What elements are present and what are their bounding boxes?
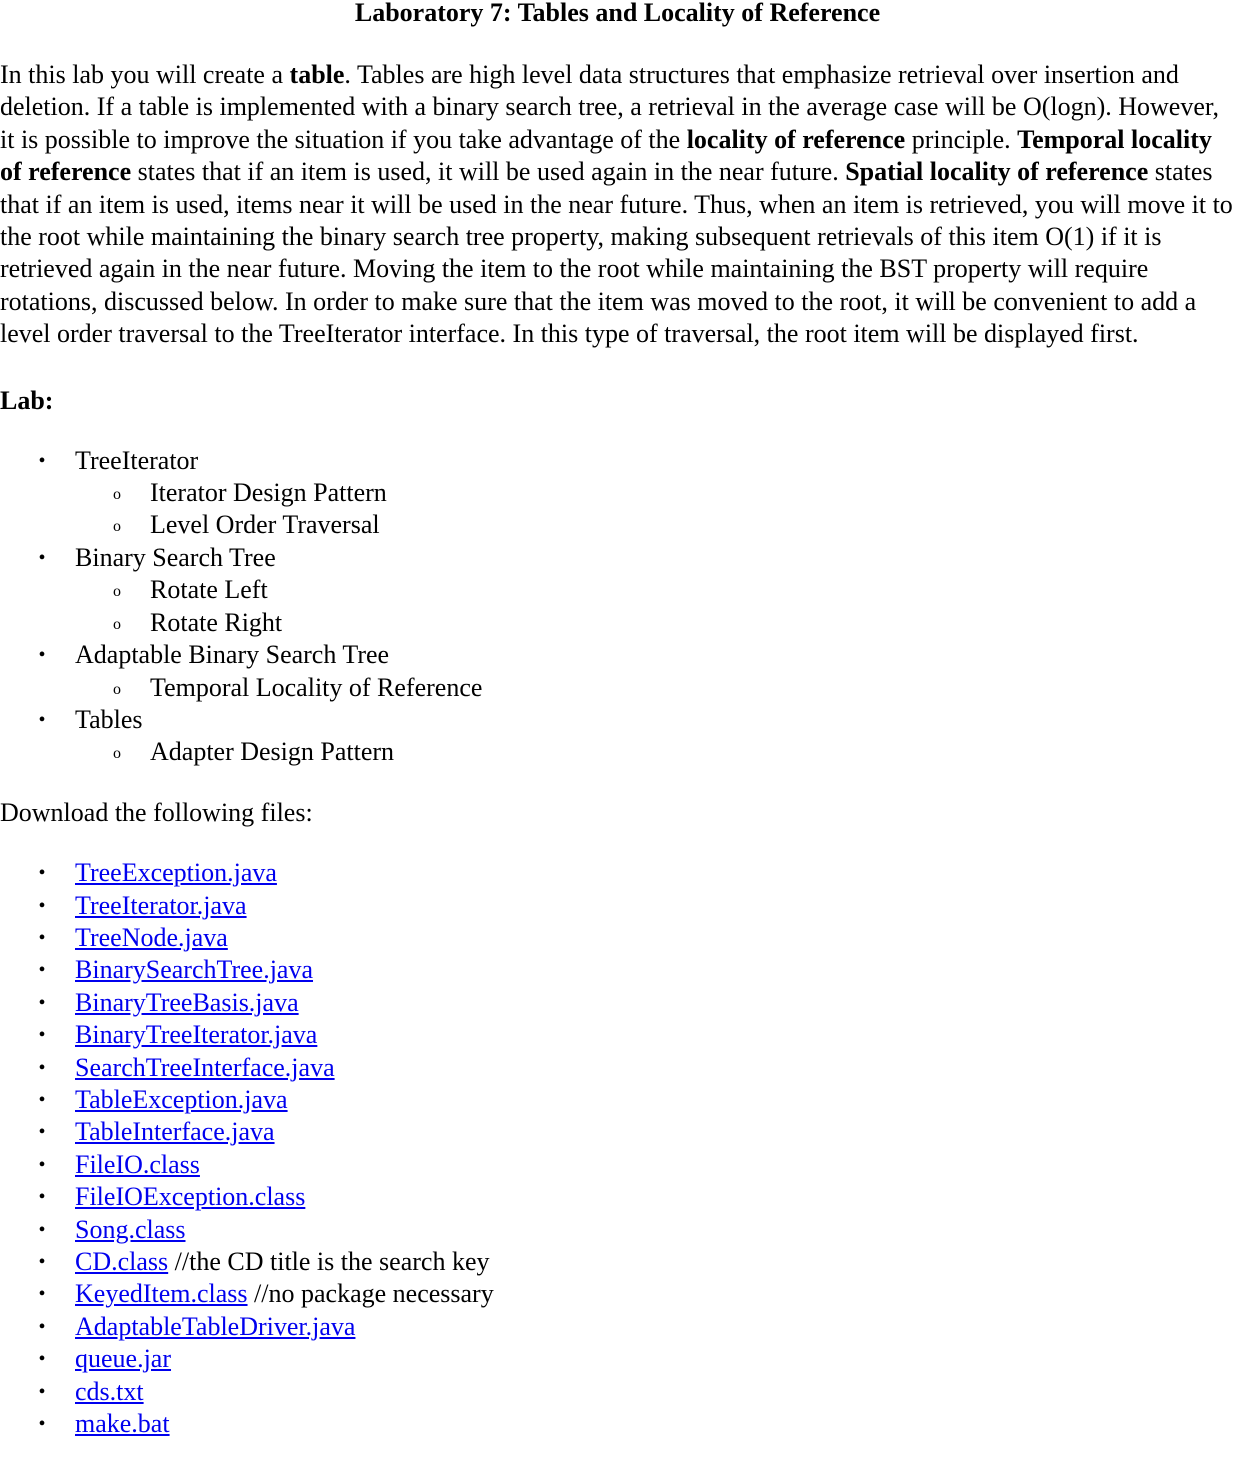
bullet-icon: • [38,1024,46,1047]
bullet-icon: • [38,991,46,1014]
outline-item-label: Adaptable Binary Search Tree [75,640,390,670]
outline-item-label: Binary Search Tree [75,542,276,572]
outline-item-label: Tables [75,704,143,734]
outline-subitem-label: Rotate Left [150,575,268,605]
outline-subitem-label: Temporal Locality of Reference [150,672,483,702]
bullet-icon: • [38,862,46,885]
outline-sublist [75,672,1235,704]
file-download-link[interactable]: AdaptableTableDriver.java [75,1311,356,1341]
download-instructions: Download the following files: [0,797,313,827]
intro-bold-1: table [289,60,345,89]
page-title: Laboratory 7: Tables and Locality of Reference [354,0,881,27]
file-list-item [0,1376,1235,1408]
file-list-item [0,1019,1235,1051]
bullet-icon: • [38,1315,46,1338]
file-list-item [0,1084,1235,1116]
intro-bold-3: Temporal locality of reference [0,124,1212,187]
outline-subitem [75,477,1235,509]
file-list-item [0,922,1235,954]
circle-bullet-icon: o [113,745,121,763]
outline-item [0,445,1235,542]
file-note: //the CD title is the search key [168,1247,490,1276]
circle-bullet-icon: o [113,583,121,601]
bullet-icon: • [38,1218,46,1241]
bullet-icon: • [38,546,46,569]
file-download-link[interactable]: BinaryTreeIterator.java [75,1020,318,1050]
outline-subitem-label: Adapter Design Pattern [150,737,395,767]
file-list-item [0,987,1235,1019]
file-list-item [0,1052,1235,1084]
outline-subitem-label: Rotate Right [150,607,283,637]
file-download-link[interactable]: queue.jar [75,1344,172,1374]
file-download-link[interactable]: BinaryTreeBasis.java [75,987,299,1017]
outline-subitem [75,736,1235,768]
file-download-link[interactable]: BinarySearchTree.java [75,955,314,985]
bullet-icon: • [38,1380,46,1403]
outline-item [0,704,1235,769]
download-file-list [0,857,1235,1440]
outline-subitem [75,607,1235,639]
circle-bullet-icon: o [113,615,121,633]
file-download-link[interactable]: KeyedItem.class [75,1279,248,1309]
bullet-icon: • [38,449,46,472]
file-list-item [0,1116,1235,1148]
bullet-icon: • [38,1251,46,1273]
file-note: //no package necessary [247,1279,494,1309]
intro-text-1: In this lab you will create a [0,60,290,89]
outline-item-label: TreeIterator [75,445,199,475]
circle-bullet-icon: o [113,680,121,698]
file-download-link[interactable]: TableInterface.java [75,1117,275,1147]
outline-item [0,542,1235,639]
file-list-item [0,954,1235,986]
intro-bold-2: locality of reference [686,124,906,154]
intro-text-4: states that if an item is used, it will be used again in the near future. [131,157,846,187]
file-download-link[interactable]: TableException.java [75,1084,288,1114]
bullet-icon: • [38,1283,46,1306]
outline-subitem [75,574,1235,606]
bullet-icon: • [38,644,46,667]
outline-sublist [75,736,1235,768]
file-list-item [0,1278,1235,1310]
file-list-item [0,1214,1235,1246]
outline-item [0,639,1235,704]
file-list-item [0,890,1235,922]
file-download-link[interactable]: SearchTreeInterface.java [75,1052,335,1082]
file-list-item [0,1343,1235,1375]
file-list-item [0,857,1235,889]
file-list-item [0,1149,1235,1181]
file-list-item [0,1181,1235,1213]
bullet-icon: • [38,959,46,982]
outline-subitem [75,672,1235,704]
bullet-icon: • [38,894,46,917]
file-list-item [0,1408,1235,1440]
circle-bullet-icon: o [113,518,121,536]
file-download-link[interactable]: FileIOException.class [75,1182,306,1212]
file-download-link[interactable]: TreeNode.java [75,922,228,952]
intro-text-5: states that if an item is used, items near it will be used in the near future. Thus, when an item is retrieved, you will move it to the root while maintaining the binary search tree property, making subsequent retrievals of this item O(1) if it is retrieved again in the near future. Moving the item to the root while maintaining the BST property will require rotations, discussed below. In order to make sure that the item was moved to the root, it will be convenient to add a level order traversal to the TreeIterator interface. In this type of traversal, the root item will be displayed first. [0,157,1233,349]
outline-subitem-label: Iterator Design Pattern [150,478,387,508]
bullet-icon: • [38,1153,46,1176]
file-list-item [0,1246,1235,1278]
file-download-link[interactable]: CD.class [75,1247,169,1276]
intro-bold-4: Spatial locality of reference [845,157,1149,187]
intro-text-3: principle. [905,124,1018,154]
circle-bullet-icon: o [113,486,121,504]
outline-subitem [75,509,1235,541]
file-list-item [0,1311,1235,1343]
intro-text-2: . Tables are high level data structures that emphasize retrieval over insertion and deletion. If a table is implemented with a binary search tree, a retrieval in the average case will be O(logn). However, it is possible to improve the situation if you take advantage of the [0,60,1220,154]
lab-heading: Lab: [0,385,54,415]
bullet-icon: • [38,1186,46,1209]
file-download-link[interactable]: make.bat [75,1409,170,1439]
file-download-link[interactable]: FileIO.class [75,1149,200,1179]
intro-paragraph [0,59,1235,351]
file-download-link[interactable]: cds.txt [75,1376,144,1406]
bullet-icon: • [38,1056,46,1079]
outline-subitem-label: Level Order Traversal [150,510,380,540]
outline-sublist [75,477,1235,542]
file-download-link[interactable]: TreeIterator.java [75,890,247,920]
lab-outline-list [0,445,1235,769]
bullet-icon: • [38,1088,46,1111]
outline-sublist [75,574,1235,639]
bullet-icon: • [38,1121,46,1144]
file-download-link[interactable]: Song.class [75,1214,186,1244]
bullet-icon: • [38,1348,46,1371]
bullet-icon: • [38,1413,46,1436]
bullet-icon: • [38,708,46,731]
file-download-link[interactable]: TreeException.java [75,858,277,888]
bullet-icon: • [38,926,46,949]
